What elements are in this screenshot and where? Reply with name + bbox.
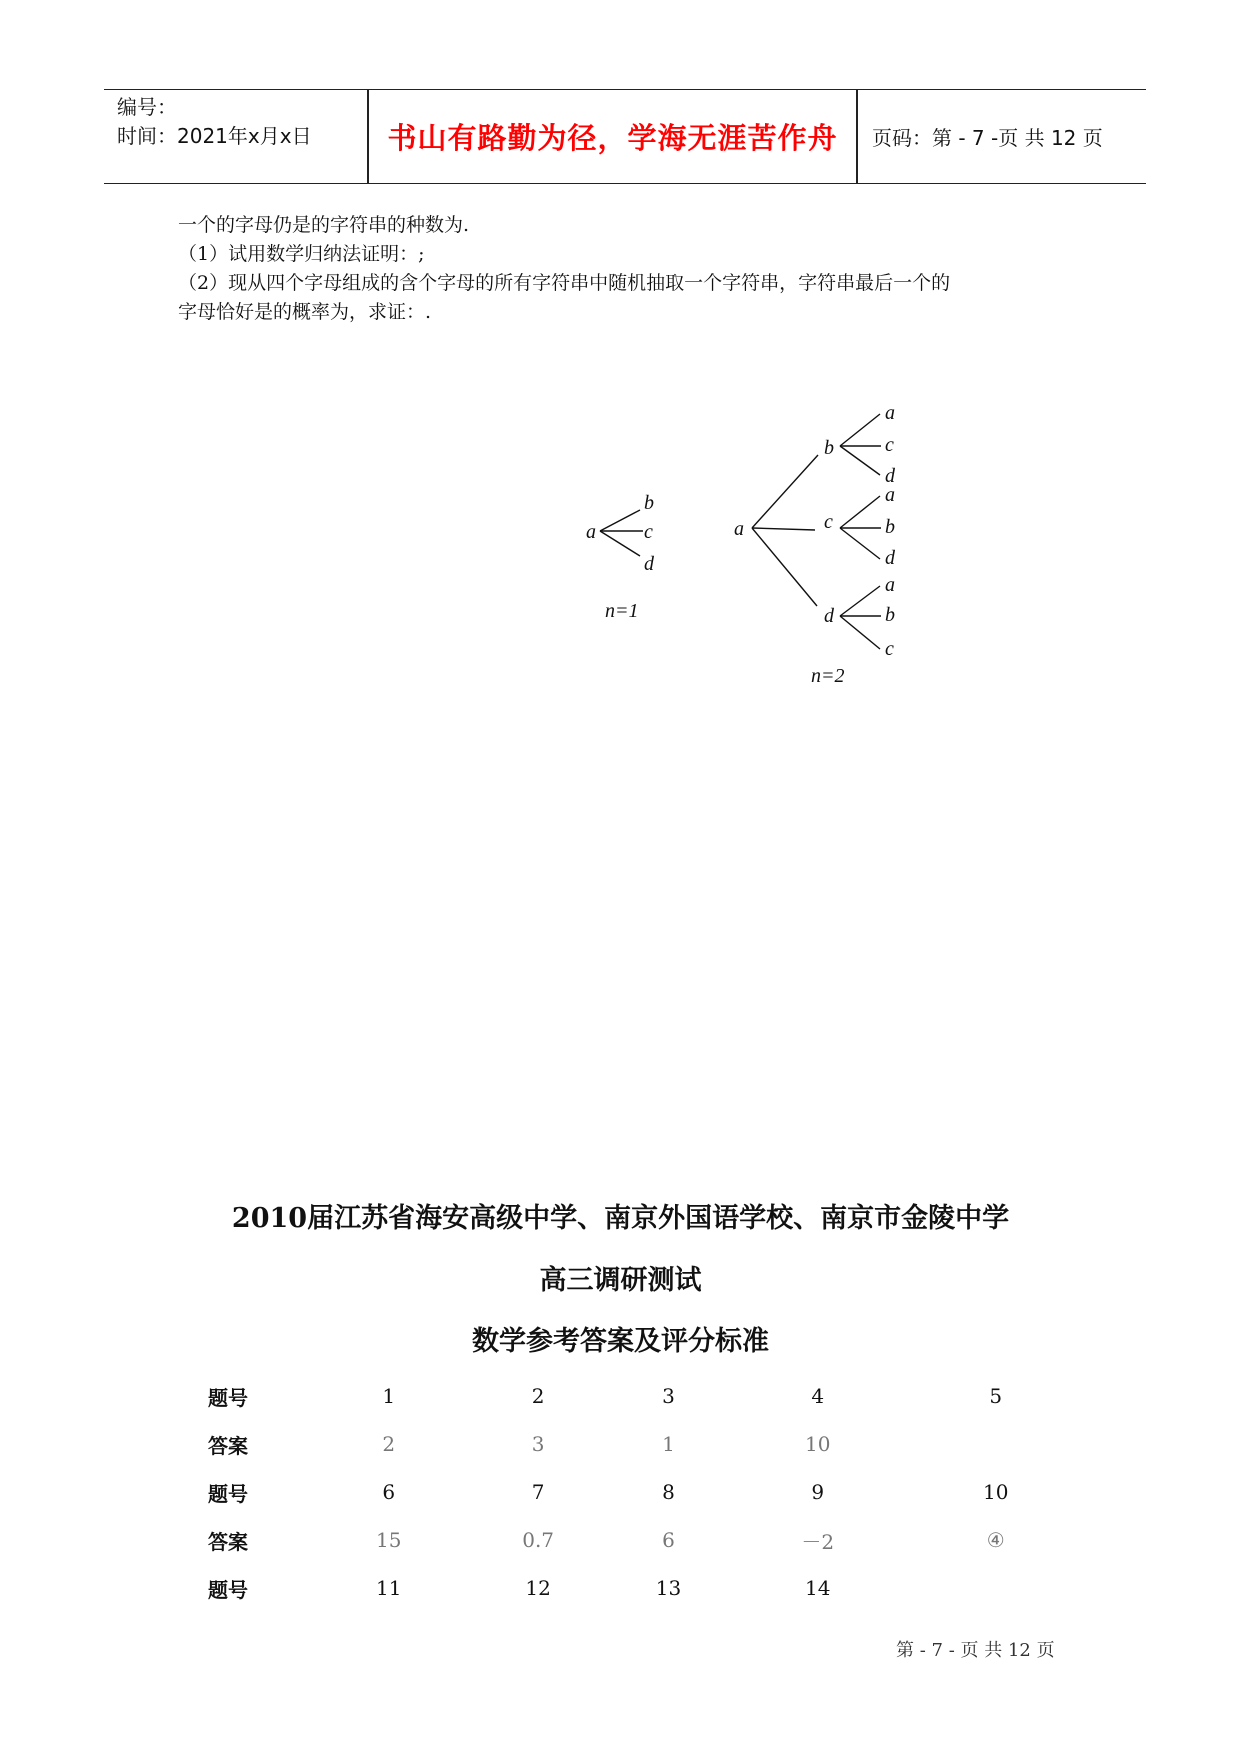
number-label: 编号： <box>117 95 177 119</box>
question-row <box>180 1564 1080 1612</box>
time-label: 时间：2021年x月x日 <box>117 124 312 148</box>
answer-cell: 3 <box>531 1432 545 1456</box>
problem-line: 一个的字母仍是的字符串的种数为. <box>178 214 470 236</box>
question-number-cell: 1 <box>382 1384 396 1408</box>
tree1-child: d <box>644 553 654 575</box>
tree2-caption: n=2 <box>811 665 845 687</box>
answer-label: 答案 <box>208 1433 248 1458</box>
tree2-leaf: a <box>885 574 895 596</box>
question-number-cell: 2 <box>531 1384 545 1408</box>
question-number-cell <box>912 1564 1080 1612</box>
tree2-leaf: a <box>885 484 895 506</box>
question-row <box>180 1468 1080 1516</box>
tree2-leaf: b <box>885 516 895 538</box>
tree2-leaf: a <box>885 402 895 424</box>
question-number-cell: 9 <box>811 1480 825 1504</box>
answer-title-schools: 2010届江苏省海安高级中学、南京外国语学校、南京市金陵中学 <box>231 1203 1010 1234</box>
question-row <box>180 1372 1080 1420</box>
question-number-cell: 7 <box>531 1480 545 1504</box>
question-number-cell: 3 <box>662 1384 675 1408</box>
answer-table <box>180 1372 1080 1612</box>
header-page-info: 页码：第 - 7 -页 共 12 页 <box>872 126 1103 150</box>
question-number-cell: 13 <box>655 1576 682 1600</box>
tree2-leaf: b <box>885 604 895 626</box>
tree2-root: a <box>734 518 744 540</box>
question-number-cell: 10 <box>983 1480 1009 1504</box>
answer-cell: 1 <box>662 1432 675 1456</box>
question-label: 题号 <box>208 1481 248 1506</box>
answer-cell <box>912 1420 1080 1468</box>
tree1-child: c <box>644 521 653 543</box>
answer-cell: －2 <box>801 1529 835 1554</box>
tree2-node: c <box>824 511 833 533</box>
tree2-node: b <box>824 437 834 459</box>
tree1-child: b <box>644 492 654 514</box>
question-number-cell: 14 <box>805 1576 831 1600</box>
question-label: 题号 <box>208 1385 248 1410</box>
problem-line: （2）现从四个字母组成的含个字母的所有字符串中随机抽取一个字符串，字符串最后一个的 <box>178 272 951 294</box>
question-number-cell: 12 <box>525 1576 551 1600</box>
tree1-caption: n=1 <box>605 600 639 622</box>
answer-title-exam: 高三调研测试 <box>539 1265 702 1296</box>
answer-cell: 2 <box>382 1432 396 1456</box>
answer-cell: 0.7 <box>522 1528 555 1552</box>
page-footer: 第 - 7 - 页 共 12 页 <box>896 1640 1055 1661</box>
answer-cell: 10 <box>805 1432 831 1456</box>
tree2-node: d <box>824 605 834 627</box>
problem-line: 字母恰好是的概率为，求证：. <box>178 301 432 323</box>
question-number-cell: 4 <box>811 1384 825 1408</box>
problem-line: （1）试用数学归纳法证明：; <box>178 243 425 265</box>
tree-diagram <box>0 0 1241 720</box>
question-number-cell: 11 <box>375 1576 402 1600</box>
header-motto: 书山有路勤为径，学海无涯苦作舟 <box>387 121 838 155</box>
answer-cell: ④ <box>986 1528 1005 1552</box>
answer-title-subject: 数学参考答案及评分标准 <box>472 1326 769 1357</box>
question-number-cell: 8 <box>662 1480 675 1504</box>
question-number-cell: 5 <box>989 1384 1003 1408</box>
answer-row <box>180 1516 1080 1564</box>
tree2-leaf: c <box>885 434 894 456</box>
tree2-leaf: d <box>885 547 895 569</box>
answer-cell: 6 <box>662 1528 675 1552</box>
tree1-root: a <box>586 521 596 543</box>
tree2-leaf: d <box>885 465 895 487</box>
answer-row <box>180 1420 1080 1468</box>
question-label: 题号 <box>208 1577 248 1602</box>
answer-label: 答案 <box>208 1529 248 1554</box>
answer-cell: 15 <box>375 1528 402 1552</box>
question-number-cell: 6 <box>382 1480 396 1504</box>
tree2-leaf: c <box>885 638 894 660</box>
